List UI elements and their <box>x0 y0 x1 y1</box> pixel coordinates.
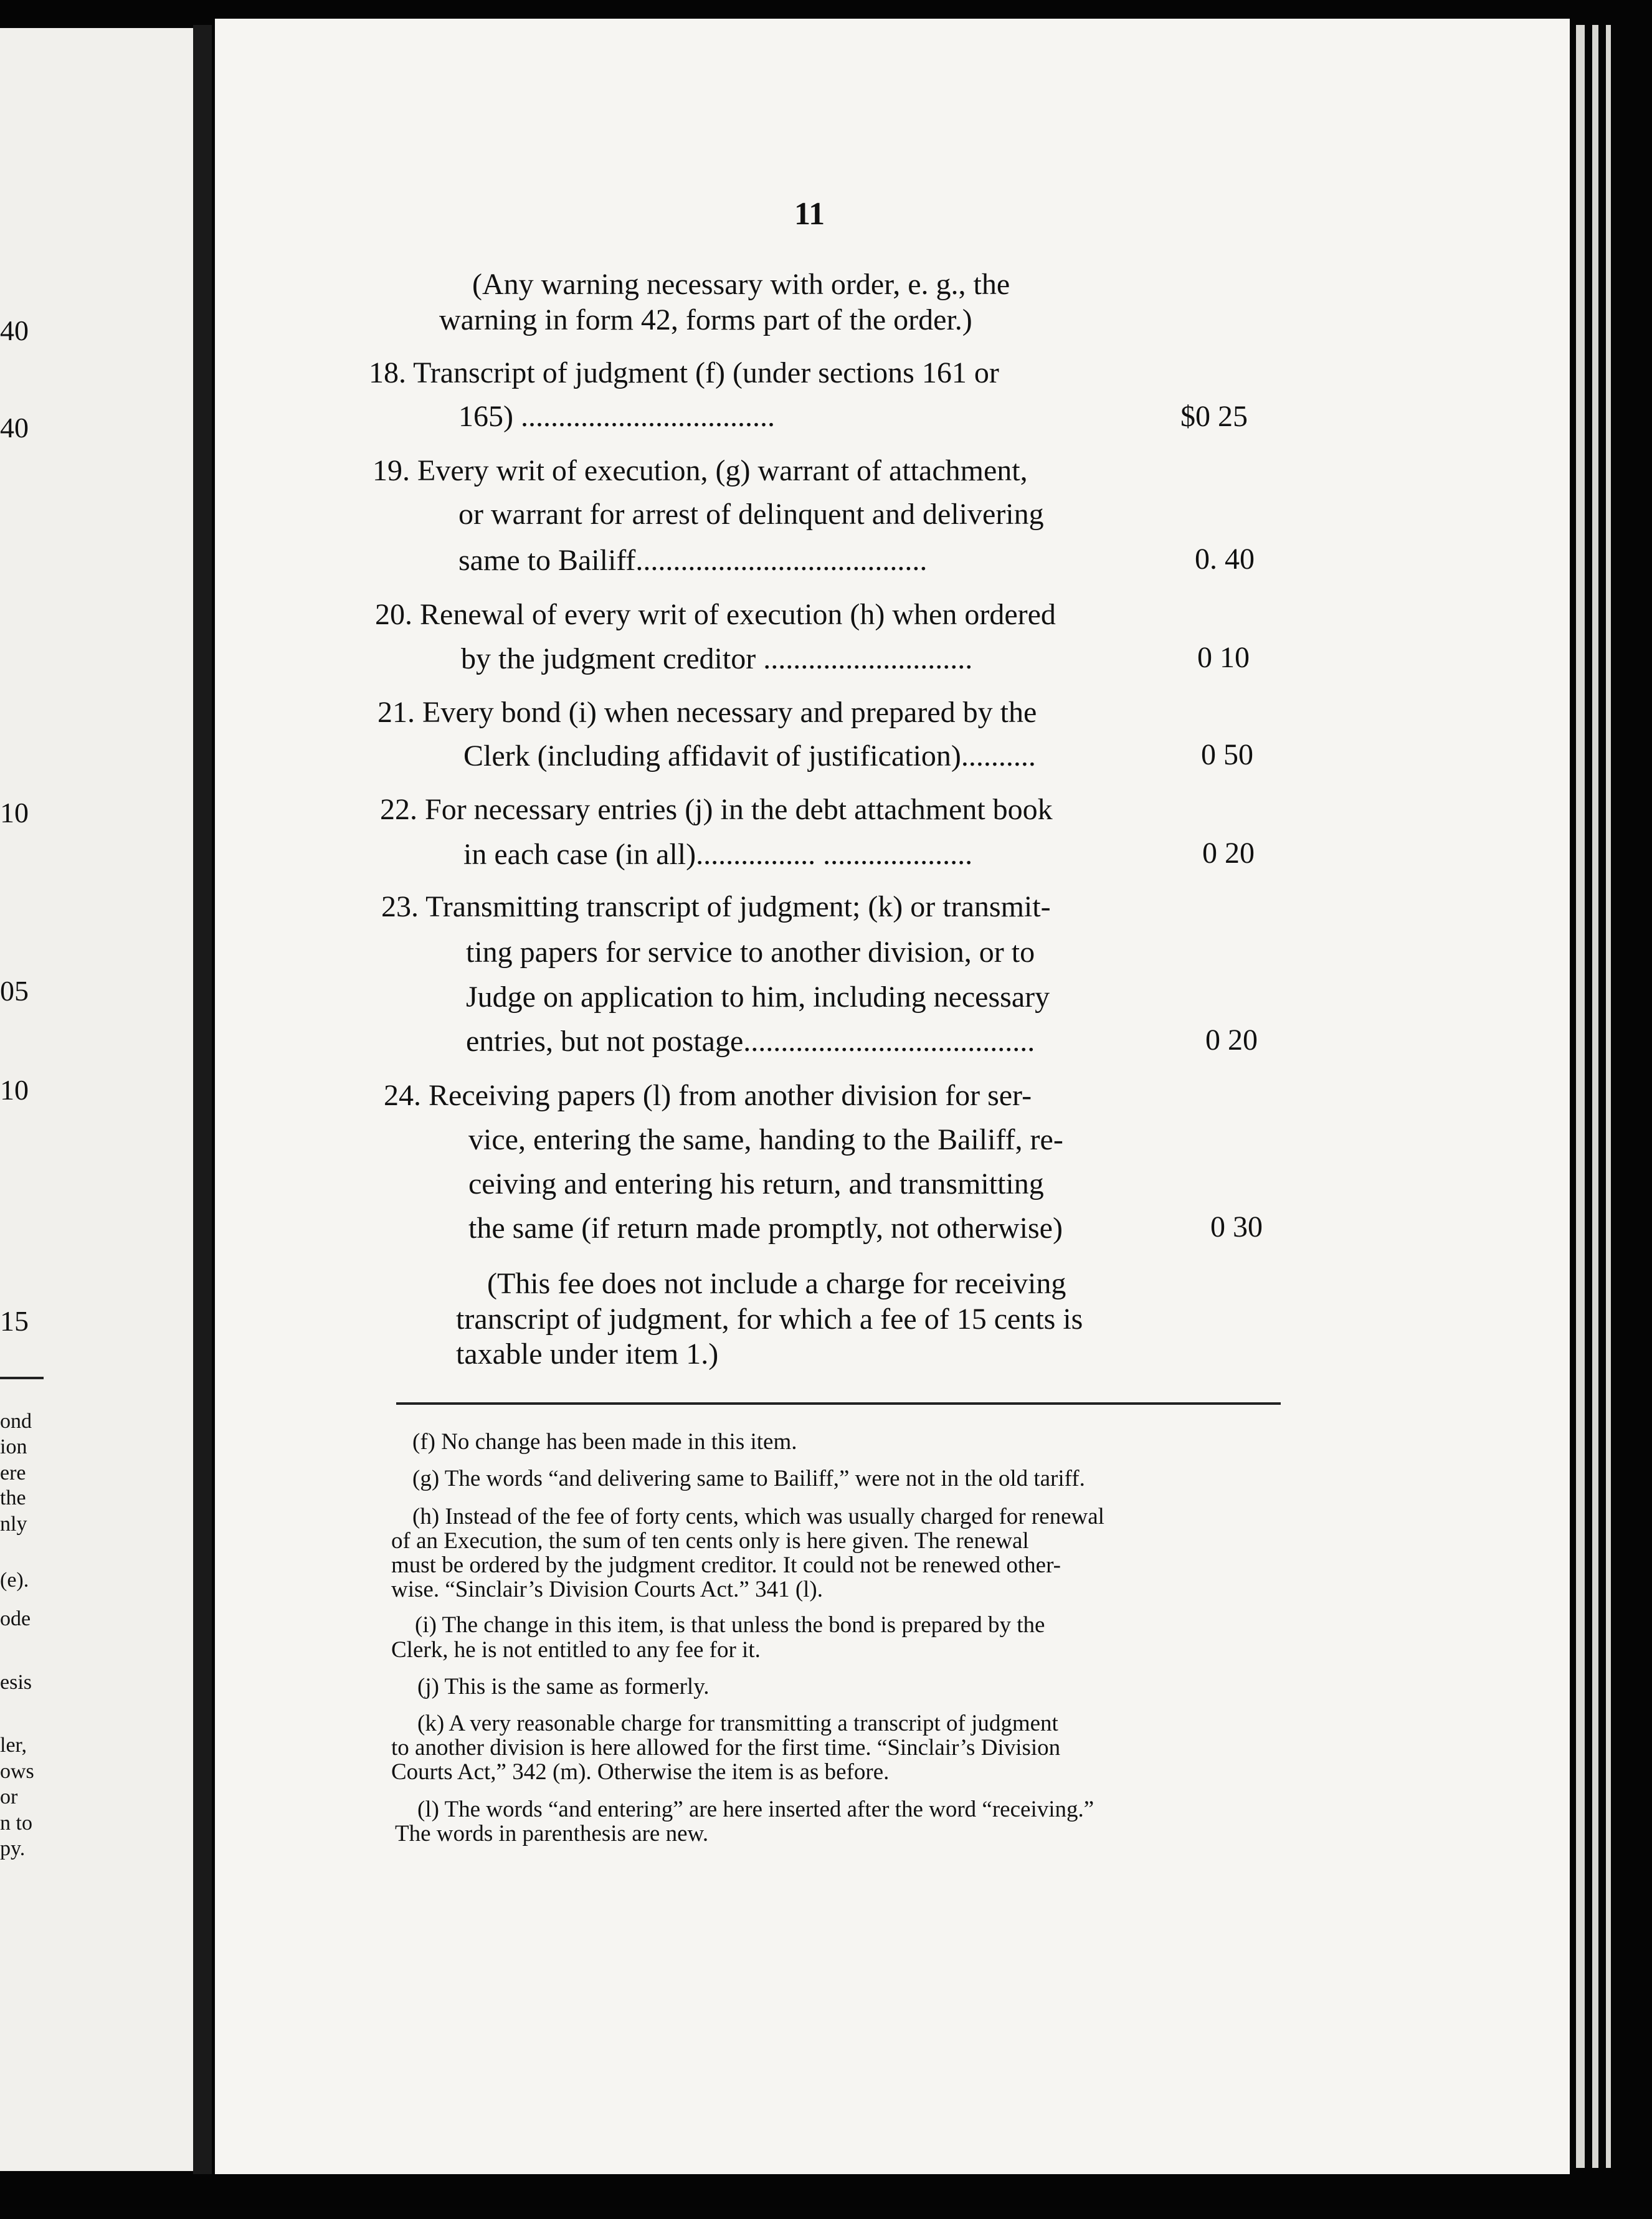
footnote-i: (i) The change in this item, is that unless the bond is prepared by the <box>415 1612 1045 1638</box>
item-22-fee: 0 20 <box>1202 837 1255 870</box>
left-fragment: 40 <box>0 316 29 345</box>
left-fragment: ion <box>0 1437 27 1458</box>
footnote-l: The words in parenthesis are new. <box>395 1821 709 1846</box>
footnote-i: Clerk, he is not entitled to any fee for it. <box>391 1637 761 1663</box>
page-edge <box>1576 25 1585 2168</box>
footnote-k: (k) A very reasonable charge for transmitting a transcript of judgment <box>417 1711 1058 1736</box>
left-fragment: or <box>0 1787 18 1808</box>
item-20-line: by the judgment creditor ............................ <box>461 642 973 675</box>
item-23-line: entries, but not postage....................................... <box>466 1025 1035 1058</box>
left-fragment: 05 <box>0 977 29 1005</box>
left-rule <box>0 1377 44 1379</box>
left-fragment: ler, <box>0 1735 27 1756</box>
footnote-h: of an Execution, the sum of ten cents only is here given. The renewal <box>391 1528 1029 1554</box>
left-fragment: 15 <box>0 1307 29 1336</box>
left-fragment: esis <box>0 1672 32 1693</box>
footnote-l: (l) The words “and entering” are here inserted after the word “receiving.” <box>417 1797 1094 1822</box>
item-20-fee: 0 10 <box>1197 641 1250 674</box>
left-fragment: 10 <box>0 1076 29 1105</box>
left-fragment: (e). <box>0 1570 29 1591</box>
item-22-line: in each case (in all)................ .................... <box>463 838 973 871</box>
footnote-k: to another division is here allowed for the first time. “Sinclair’s Division <box>391 1735 1061 1760</box>
left-fragment: the <box>0 1488 26 1509</box>
item-24-line: ceiving and entering his return, and transmitting <box>468 1167 1044 1200</box>
item-24-line: vice, entering the same, handing to the Bailiff, re- <box>468 1123 1063 1156</box>
item-23-line: ting papers for service to another division, or to <box>466 936 1035 969</box>
item-19-line: 19. Every writ of execution, (g) warrant of attachment, <box>373 454 1028 487</box>
intro-line: (Any warning necessary with order, e. g., the <box>472 268 1010 301</box>
left-fragment: 10 <box>0 799 29 827</box>
item-19-line: or warrant for arrest of delinquent and delivering <box>458 498 1044 531</box>
footnote-f: (f) No change has been made in this item. <box>412 1429 797 1455</box>
footnote-h: must be ordered by the judgment creditor. It could not be renewed other- <box>391 1552 1061 1578</box>
item-20-line: 20. Renewal of every writ of execution (h) when ordered <box>375 598 1056 631</box>
footnote-h: wise. “Sinclair’s Division Courts Act.” 341 (l). <box>391 1577 823 1602</box>
item-21-line: 21. Every bond (i) when necessary and prepared by the <box>377 696 1037 729</box>
item-23-line: Judge on application to him, including necessary <box>466 981 1050 1014</box>
item-24-line: 24. Receiving papers (l) from another division for ser- <box>384 1079 1032 1112</box>
left-fragment: n to <box>0 1813 32 1834</box>
item-19-line: same to Bailiff....................................... <box>458 544 928 577</box>
item-24-fee: 0 30 <box>1210 1210 1263 1243</box>
item-23-line: 23. Transmitting transcript of judgment; (k) or transmit- <box>381 890 1051 923</box>
item-21-fee: 0 50 <box>1201 738 1253 771</box>
item-18-fee: $0 25 <box>1180 400 1248 433</box>
book-gutter <box>193 25 212 2174</box>
item-24-line: the same (if return made promptly, not otherwise) <box>468 1212 1063 1245</box>
footnote-k: Courts Act,” 342 (m). Otherwise the item is as before. <box>391 1759 890 1785</box>
left-fragment: ere <box>0 1463 26 1484</box>
closing-note-line: transcript of judgment, for which a fee of 15 cents is <box>456 1303 1083 1336</box>
intro-line: warning in form 42, forms part of the order.) <box>439 303 972 336</box>
item-21-line: Clerk (including affidavit of justification).......... <box>463 739 1036 772</box>
closing-note-line: (This fee does not include a charge for receiving <box>487 1267 1066 1300</box>
page-number: 11 <box>794 196 825 232</box>
item-18-line: 165) .................................. <box>458 400 775 433</box>
item-22-line: 22. For necessary entries (j) in the debt attachment book <box>380 793 1053 826</box>
closing-note-line: taxable under item 1.) <box>456 1338 719 1371</box>
footnote-h: (h) Instead of the fee of forty cents, which was usually charged for renewal <box>412 1504 1104 1529</box>
left-fragment: py. <box>0 1838 26 1860</box>
page-edge <box>1592 25 1598 2168</box>
footnote-g: (g) The words “and delivering same to Bailiff,” were not in the old tariff. <box>412 1466 1085 1491</box>
page-edge <box>1606 25 1611 2168</box>
footnote-rule <box>396 1402 1281 1405</box>
left-fragment: ond <box>0 1411 32 1432</box>
item-23-fee: 0 20 <box>1205 1024 1258 1057</box>
item-18-line: 18. Transcript of judgment (f) (under sections 161 or <box>369 356 999 389</box>
left-fragment: ode <box>0 1608 31 1630</box>
left-fragment: nly <box>0 1514 27 1535</box>
left-fragment: 40 <box>0 414 29 442</box>
footnote-j: (j) This is the same as formerly. <box>417 1674 710 1699</box>
left-fragment: ows <box>0 1761 34 1782</box>
item-19-fee: 0. 40 <box>1195 543 1255 576</box>
